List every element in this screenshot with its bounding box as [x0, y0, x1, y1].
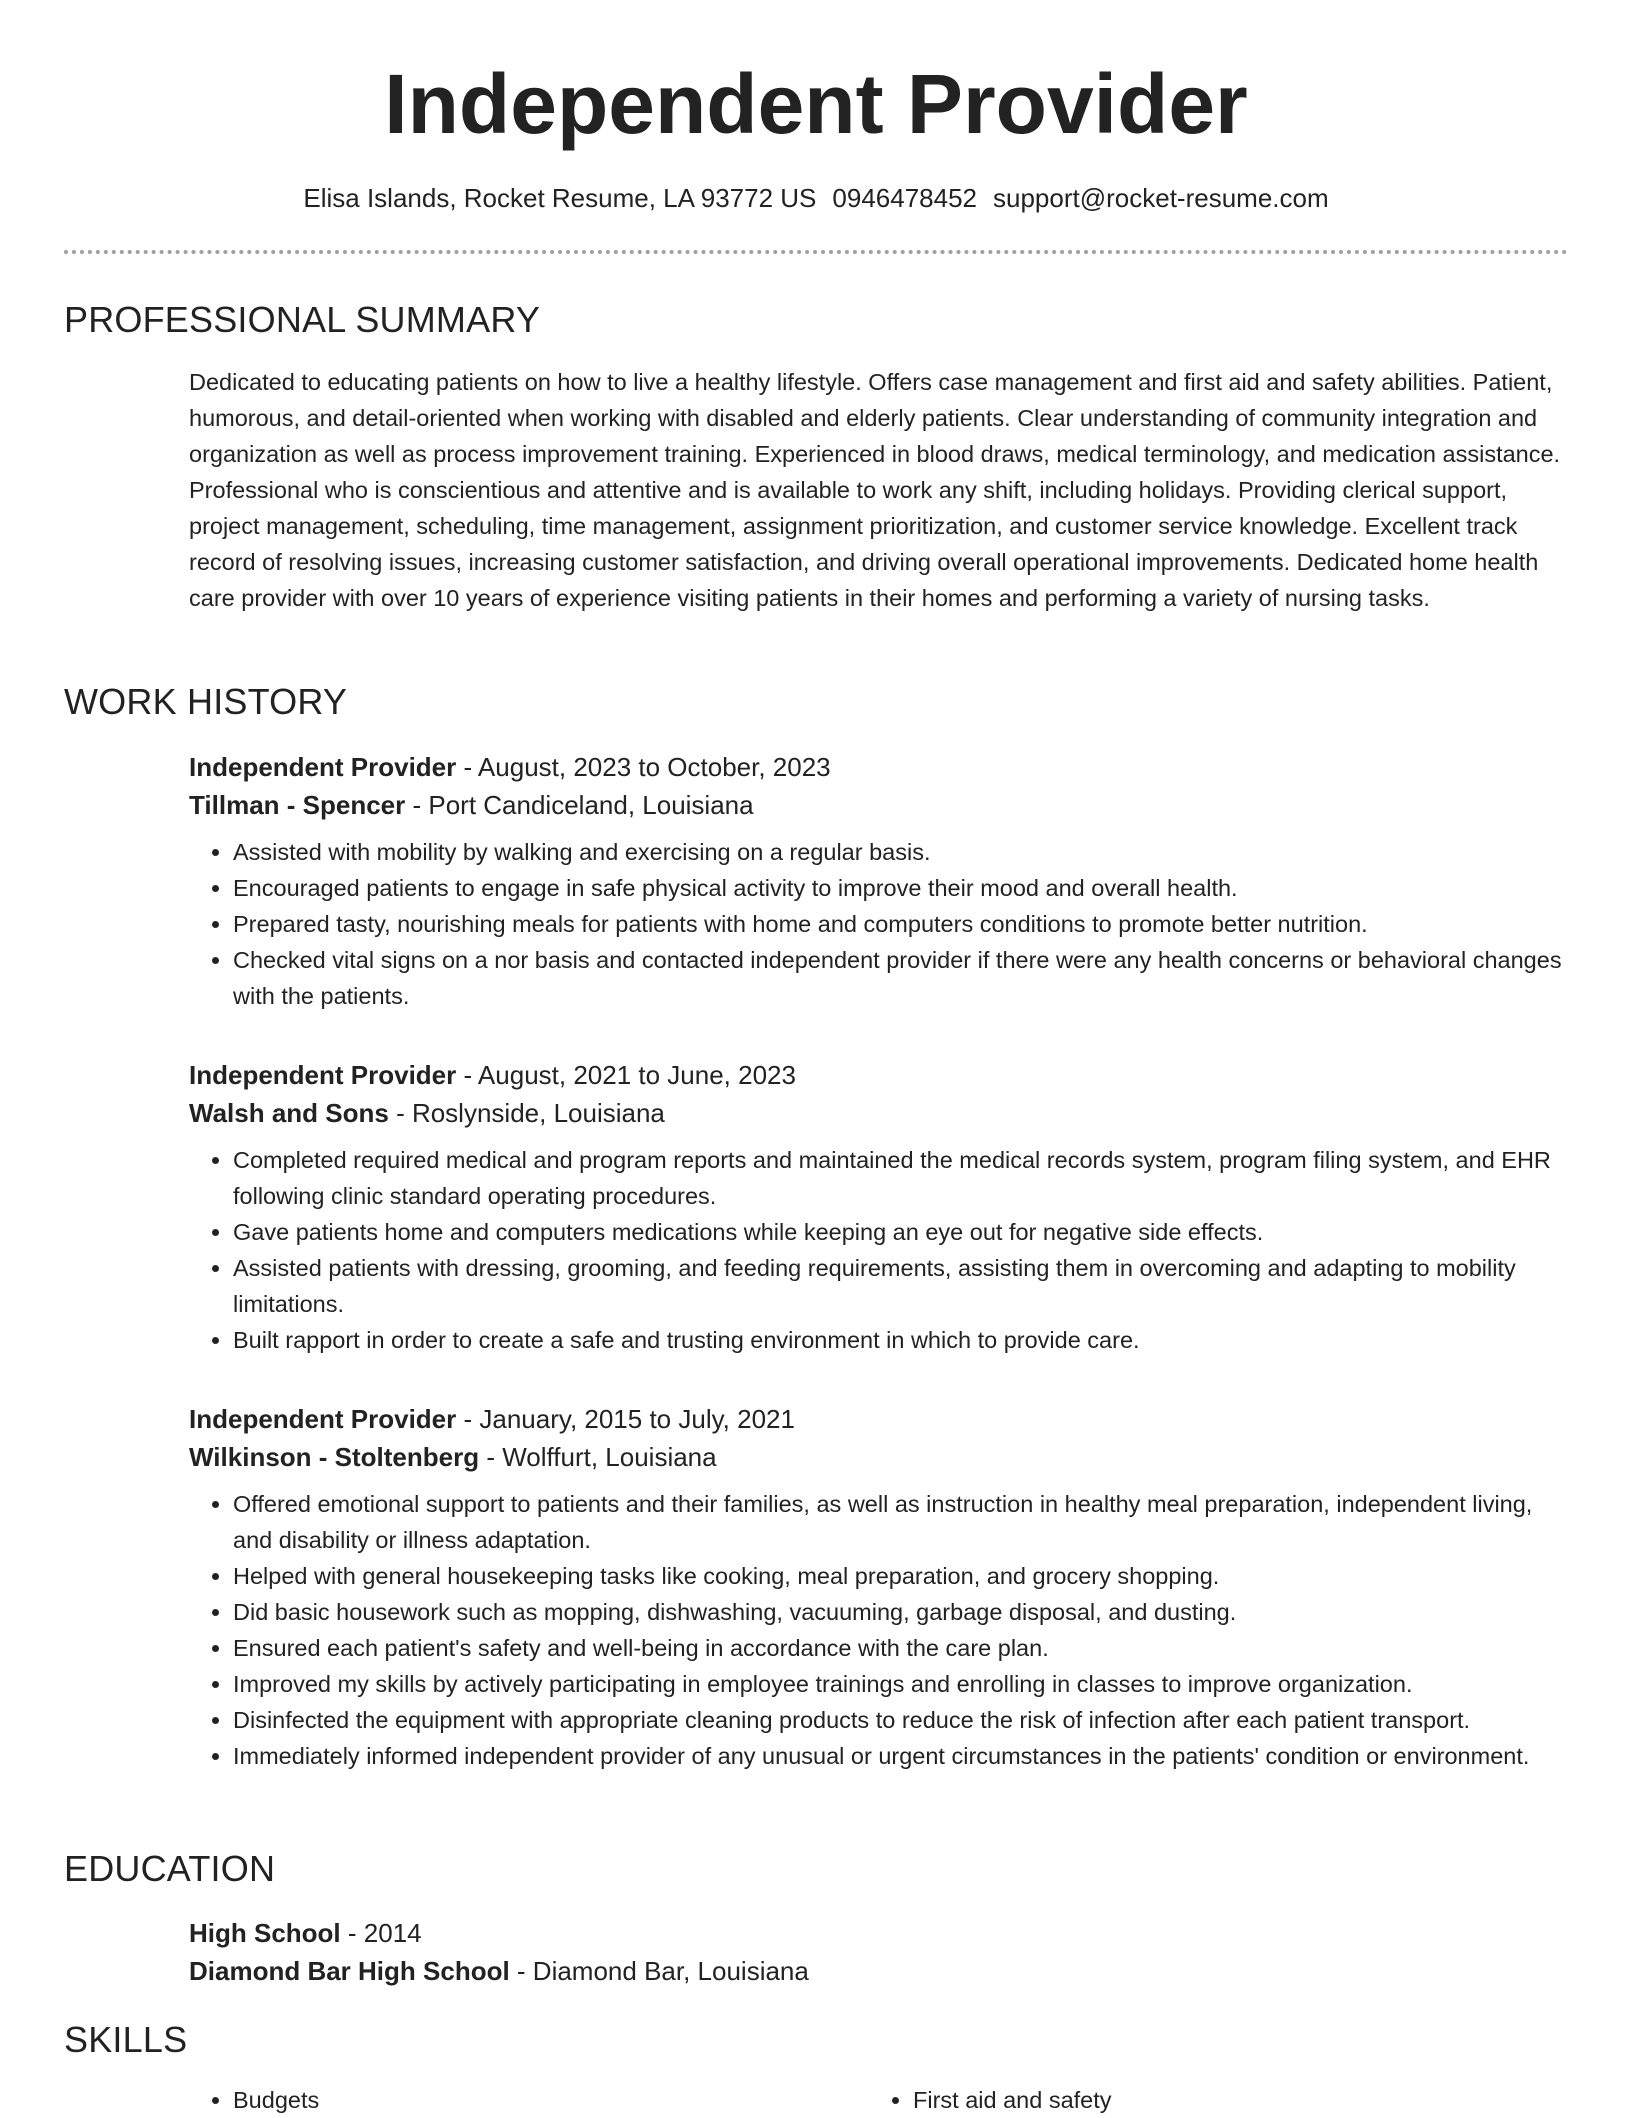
job-bullet: • Assisted with mobility by walking and exercising on a regular basis. — [233, 834, 1569, 870]
contact-line — [0, 180, 1632, 216]
job-bullet: • Immediately informed independent provider of any unusual or urgent circumstances in the patients' condition or environment. — [233, 1738, 1569, 1774]
job-bullet: • Disinfected the equipment with appropriate cleaning products to reduce the risk of infection after each patient transport. — [233, 1702, 1569, 1738]
section-title-summary: PROFESSIONAL SUMMARY — [64, 299, 541, 340]
job-title-line — [189, 1056, 1569, 1094]
section-title-education: EDUCATION — [64, 1848, 276, 1889]
job-location: - Wolffurt, Louisiana — [479, 1442, 717, 1472]
job-bullet: • Gave patients home and computers medications while keeping an eye out for negative side effects. — [233, 1214, 1569, 1250]
job-dates: - August, 2023 to October, 2023 — [456, 752, 831, 782]
education-entry — [189, 1914, 1569, 1990]
job-dates: - January, 2015 to July, 2021 — [456, 1404, 795, 1434]
job-bullet: • Built rapport in order to create a safe and trusting environment in which to provide care. — [233, 1322, 1569, 1358]
skills-list-right — [869, 2082, 1112, 2118]
summary-text: Dedicated to educating patients on how to live a healthy lifestyle. Offers case management and first aid and safety abilities. Patient, humorous, and detail-oriented when working with disabled and elderly patients. Clear understanding of community integration and organization as well as process improvement training. Experienced in blood draws, medical terminology, and medication assistance. Professional who is conscientious and attentive and is available to work any shift, including holidays. Providing clerical support, project management, scheduling, time management, assignment prioritization, and customer service knowledge. Excellent track record of resolving issues, increasing customer satisfaction, and driving overall operational improvements. Dedicated home health care provider with over 10 years of experience visiting patients in their homes and performing a variety of nursing tasks. — [189, 369, 1561, 611]
education-location: - Diamond Bar, Louisiana — [509, 1956, 809, 1986]
contact-phone: 0946478452 — [832, 183, 978, 213]
job-bullet: • Did basic housework such as mopping, dishwashing, vacuuming, garbage disposal, and dusting. — [233, 1594, 1569, 1630]
education-school: Diamond Bar High School — [189, 1956, 510, 1986]
job-title: Independent Provider — [189, 752, 457, 782]
job-company-line — [189, 1094, 1569, 1132]
job-dates: - August, 2021 to June, 2023 — [456, 1060, 796, 1090]
header-divider — [64, 250, 1568, 254]
skill-item: • Budgets — [233, 2082, 319, 2118]
education-degree: High School — [189, 1918, 341, 1948]
education-degree-line — [189, 1914, 1569, 1952]
job-title: Independent Provider — [189, 1404, 457, 1434]
job-entry-2 — [189, 1056, 1569, 1358]
job-location: - Port Candiceland, Louisiana — [405, 790, 754, 820]
job-title-line — [189, 748, 1569, 786]
job-bullet: • Ensured each patient's safety and well-being in accordance with the care plan. — [233, 1630, 1569, 1666]
resume-name: Independent Provider — [384, 57, 1248, 151]
job-location: - Roslynside, Louisiana — [388, 1098, 665, 1128]
job-bullet: • Helped with general housekeeping tasks like cooking, meal preparation, and grocery shopping. — [233, 1558, 1569, 1594]
job-bullet: • Offered emotional support to patients and their families, as well as instruction in healthy meal preparation, independent living, and disability or illness adaptation. — [233, 1486, 1569, 1558]
contact-email: support@rocket-resume.com — [993, 183, 1329, 213]
job-bullet: • Checked vital signs on a nor basis and contacted independent provider if there were any health concerns or behavioral changes with the patients. — [233, 942, 1569, 1014]
job-bullets — [189, 834, 1569, 1014]
job-title-line — [189, 1400, 1569, 1438]
job-title: Independent Provider — [189, 1060, 457, 1090]
skill-item: • First aid and safety — [913, 2082, 1112, 2118]
job-entry-1 — [189, 748, 1569, 1014]
job-entry-3 — [189, 1400, 1569, 1774]
job-company-line — [189, 786, 1569, 824]
section-title-work: WORK HISTORY — [64, 681, 348, 722]
job-bullet: • Completed required medical and program reports and maintained the medical records system, program filing system, and EHR following clinic standard operating procedures. — [233, 1142, 1569, 1214]
job-bullet: • Prepared tasty, nourishing meals for patients with home and computers conditions to promote better nutrition. — [233, 906, 1569, 942]
job-bullets — [189, 1486, 1569, 1774]
job-bullets — [189, 1142, 1569, 1358]
job-company: Tillman - Spencer — [189, 790, 406, 820]
job-bullet: • Improved my skills by actively participating in employee trainings and enrolling in classes to improve organization. — [233, 1666, 1569, 1702]
education-year: - 2014 — [340, 1918, 422, 1948]
job-company: Wilkinson - Stoltenberg — [189, 1442, 480, 1472]
job-bullet: • Assisted patients with dressing, grooming, and feeding requirements, assisting them in overcoming and adapting to mobility limitations. — [233, 1250, 1569, 1322]
education-school-line — [189, 1952, 1569, 1990]
skills-list-left — [189, 2082, 319, 2118]
job-bullet: • Encouraged patients to engage in safe physical activity to improve their mood and overall health. — [233, 870, 1569, 906]
job-company-line — [189, 1438, 1569, 1476]
section-title-skills: SKILLS — [64, 2019, 188, 2060]
job-company: Walsh and Sons — [189, 1098, 389, 1128]
contact-address: Elisa Islands, Rocket Resume, LA 93772 US — [303, 183, 817, 213]
